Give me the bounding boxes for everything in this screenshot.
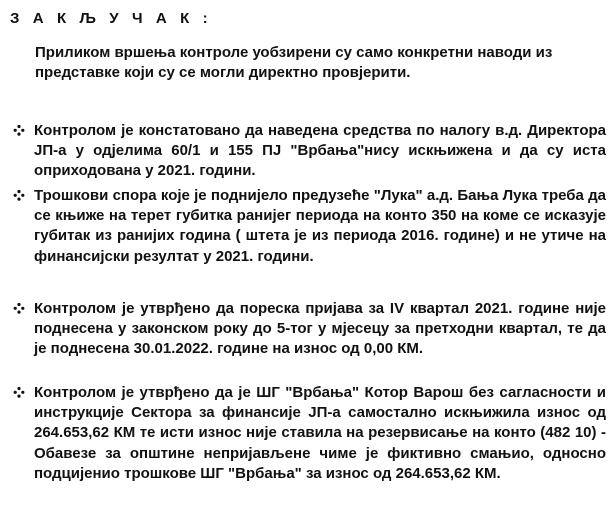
diamond-dots-bullet-icon [13, 299, 27, 319]
list-item-text: Трошкови спора које је поднијело предузеће "Лука" а.д. Бања Лука треба да се књиже на терет губитка ранијег периода на конто 350 на коме се исказује губитак из ранијих година ( штета је из периода 2016. године) и не утиче на финансијски резултат у 2021. години. [34, 187, 606, 265]
list-item-text: Контролом је утврђено да је ШГ "Врбања" Котор Варош без сагласности и инструкције Сектора за финансије ЈП-а самостално искњижила износ од 264.653,62 КМ те исти износ није ставила на резервисање на конто (482 10) - Обавезе за општине непријављене чиме је фиктивно смањио, односно подцијенио трошкове ШГ "Врбања" за износ од 264.653,62 КМ. [34, 384, 606, 482]
intro-paragraph: Приликом вршења контроле уобзирени су само конкретни наводи из представке који су се могли директно провјерити. [35, 44, 553, 81]
list-item [13, 186, 607, 286]
list-item [13, 299, 607, 381]
diamond-dots-bullet-icon [13, 121, 27, 141]
list-item-text: Контролом је констатовано да наведена средства по налогу в.д. Директора ЈП-а у одјелима 60/1 и 155 ПЈ "Врбања"нису искњижена и да су иста оприходована у 2021. години. [34, 122, 606, 180]
diamond-dots-bullet-icon [13, 383, 27, 403]
conclusion-heading: З А К Љ У Ч А К : [10, 10, 213, 27]
list-item-text: Контролом је утврђено да пореска пријава за IV квартал 2021. године није поднесена у законском року до 5-тог у мјесецу за претходни квартал, те да је поднесена 30.01.2022. године на износ од 0,00 КМ. [34, 300, 606, 358]
diamond-dots-bullet-icon [13, 186, 27, 206]
list-item [13, 121, 607, 183]
list-item [13, 383, 607, 503]
